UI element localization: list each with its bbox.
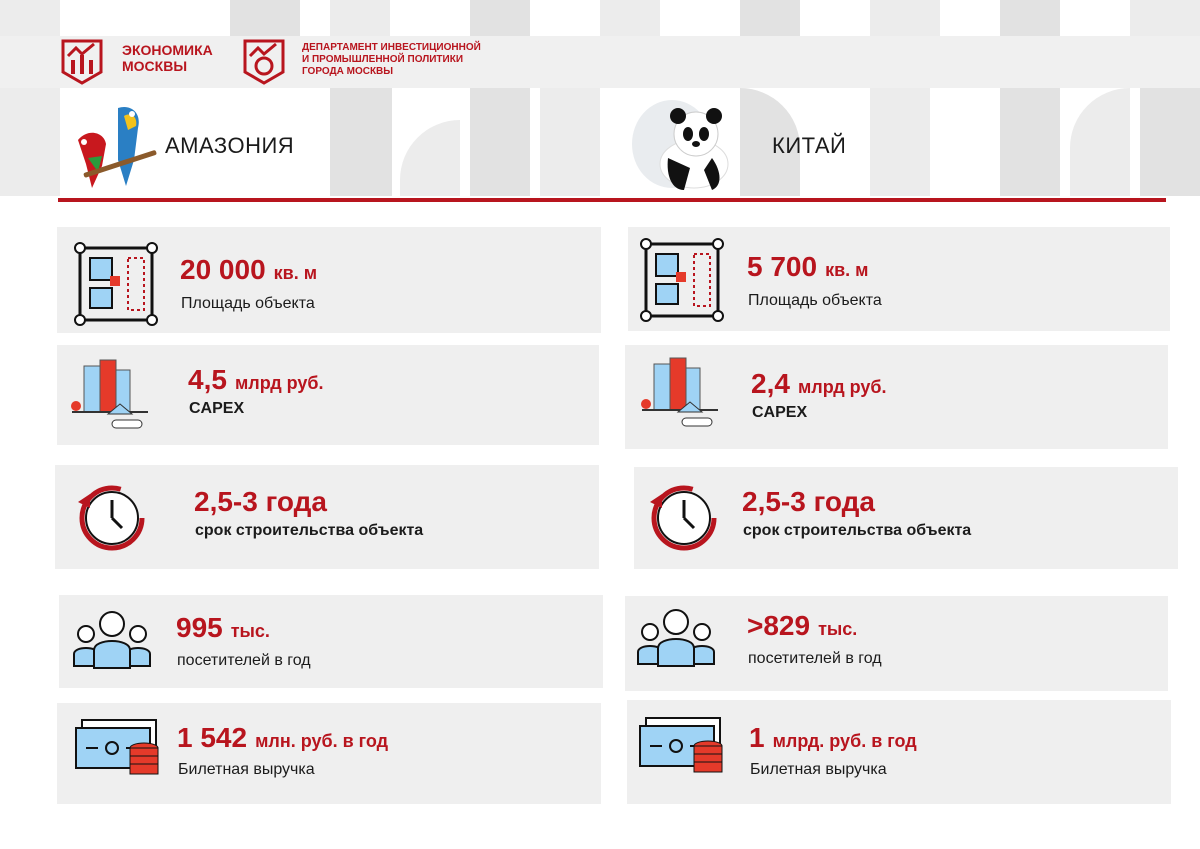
decor-block: [870, 0, 940, 36]
logo2-text: ДЕПАРТАМЕНТ ИНВЕСТИЦИОННОЙ И ПРОМЫШЛЕННОЙ ПОЛИТИКИ ГОРОДА МОСКВЫ: [302, 42, 481, 77]
decor-block: [870, 88, 930, 196]
people-icon: [634, 604, 718, 668]
capex-value-left: 4,5 млрд руб.: [188, 364, 324, 395]
construction-icon: [70, 356, 150, 434]
zone-title-right: КИТАЙ: [772, 133, 847, 158]
decor-block: [0, 88, 60, 196]
clock-icon: [644, 476, 722, 554]
capex-label-left: CAPEX: [189, 400, 245, 417]
people-icon: [70, 606, 154, 670]
floor-plan-icon: [640, 238, 724, 322]
construction-icon: [640, 354, 720, 432]
term-label-left: срок строительства объекта: [195, 522, 424, 539]
money-icon: [636, 714, 726, 780]
revenue-value-left: 1 542 млн. руб. в год: [177, 722, 389, 753]
floor-plan-icon: [74, 242, 158, 326]
visitors-label-left: посетителей в год: [177, 652, 311, 669]
term-label-right: срок строительства объекта: [743, 522, 972, 539]
revenue-value-right: 1 млрд. руб. в год: [749, 722, 917, 753]
decor-block: [470, 88, 530, 196]
department-logo-icon: [242, 38, 286, 86]
decor-block: [400, 120, 460, 196]
decor-block: [330, 88, 392, 196]
decor-block: [1070, 88, 1130, 196]
area-value-left: 20 000 кв. м: [180, 254, 318, 285]
economy-moscow-logo-icon: [60, 38, 104, 86]
capex-value-right: 2,4 млрд руб.: [751, 368, 887, 399]
decor-block: [0, 0, 60, 36]
decor-block: [1140, 88, 1200, 196]
header-divider: [58, 198, 1166, 202]
term-value-left: 2,5-3 года: [194, 486, 327, 517]
money-icon: [72, 716, 162, 782]
decor-block: [540, 88, 600, 196]
area-label-right: Площадь объекта: [748, 292, 882, 309]
logo1-text: ЭКОНОМИКА МОСКВЫ: [122, 42, 213, 74]
decor-block: [1000, 88, 1060, 196]
decor-block: [600, 0, 660, 36]
area-label-left: Площадь объекта: [181, 295, 315, 312]
visitors-value-left: 995 тыс.: [176, 612, 270, 643]
decor-block: [330, 0, 390, 36]
decor-block: [470, 0, 530, 36]
capex-label-right: CAPEX: [752, 404, 808, 421]
visitors-value-right: >829 тыс.: [747, 610, 858, 641]
visitors-label-right: посетителей в год: [748, 650, 882, 667]
decor-block: [1130, 0, 1200, 36]
panda-icon: [632, 98, 734, 194]
revenue-label-right: Билетная выручка: [750, 761, 887, 778]
decor-block: [230, 0, 300, 36]
area-value-right: 5 700 кв. м: [747, 251, 869, 282]
zone-title-left: АМАЗОНИЯ: [165, 133, 295, 158]
decor-block: [740, 0, 800, 36]
decor-block: [1000, 0, 1060, 36]
parrot-icon: [68, 100, 160, 192]
revenue-label-left: Билетная выручка: [178, 761, 315, 778]
clock-icon: [72, 476, 150, 554]
term-value-right: 2,5-3 года: [742, 486, 875, 517]
